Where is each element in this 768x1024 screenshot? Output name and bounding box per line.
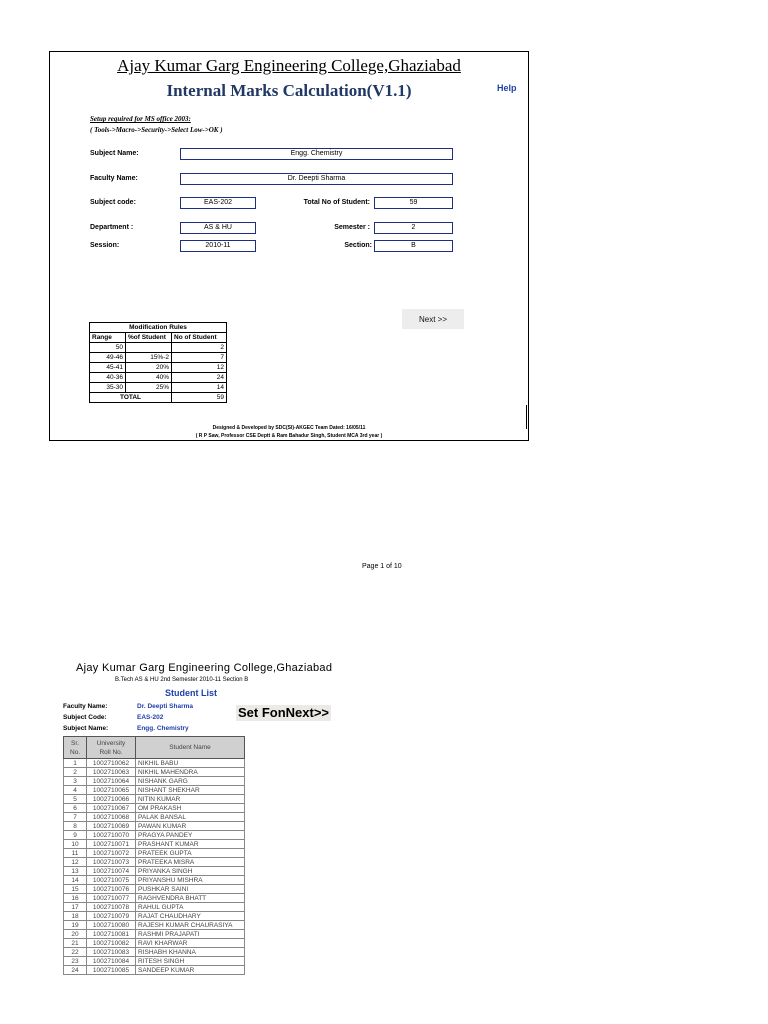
student-sr-no: 8: [64, 822, 87, 831]
student-sr-no: 11: [64, 849, 87, 858]
student-roll-no: 1002710069: [87, 822, 136, 831]
student-sr-no: 17: [64, 903, 87, 912]
student-roll-no: 1002710084: [87, 957, 136, 966]
page-number: Page 1 of 10: [362, 563, 402, 570]
modification-rules-table: [89, 322, 227, 403]
table-row: [64, 813, 245, 822]
student-sr-no: 18: [64, 912, 87, 921]
student-roll-no: 1002710076: [87, 885, 136, 894]
total-label: TOTAL: [90, 393, 172, 403]
student-sr-no: 5: [64, 795, 87, 804]
total-students-field[interactable]: 59: [374, 197, 453, 209]
student-roll-no: 1002710080: [87, 921, 136, 930]
setup-note-heading: Setup required for MS office 2003:: [90, 115, 191, 123]
section-field[interactable]: B: [374, 240, 453, 252]
table-row: [64, 966, 245, 975]
student-roll-no: 1002710064: [87, 777, 136, 786]
student-sr-no: 23: [64, 957, 87, 966]
student-list-subtitle: B.Tech AS & HU 2nd Semester 2010-11 Section B: [115, 677, 249, 683]
table-row: [64, 930, 245, 939]
rule-range: 45-41: [90, 363, 126, 373]
student-name: RAJAT CHAUDHARY: [136, 912, 245, 921]
rule-row: [90, 363, 227, 373]
info-subject-code-value: EAS-202: [137, 714, 164, 721]
student-sr-no: 10: [64, 840, 87, 849]
app-title: Internal Marks Calculation(V1.1): [166, 81, 412, 100]
credits-line: Designed & Developed by SDC(SI)-AKGEC Team Dated: 16/05/11: [212, 425, 366, 431]
marks-calculation-sheet: [49, 51, 529, 441]
table-row: [64, 804, 245, 813]
student-list-table: [63, 736, 245, 975]
student-name: RAVI KHARWAR: [136, 939, 245, 948]
student-roll-no: 1002710062: [87, 759, 136, 768]
subject-code-field[interactable]: EAS-202: [180, 197, 256, 209]
student-sr-no: 3: [64, 777, 87, 786]
student-roll-no: 1002710067: [87, 804, 136, 813]
student-roll-no: 1002710063: [87, 768, 136, 777]
student-name: RITESH SINGH: [136, 957, 245, 966]
info-subject-name-value: Engg. Chemistry: [137, 725, 189, 732]
student-roll-no: 1002710082: [87, 939, 136, 948]
student-list-title: Student List: [165, 688, 217, 698]
rule-count: 2: [172, 343, 227, 353]
table-row: [64, 894, 245, 903]
student-name: RAGHVENDRA BHATT: [136, 894, 245, 903]
rule-percent: 40%: [126, 373, 172, 383]
rule-count: 7: [172, 353, 227, 363]
rule-range: 35-30: [90, 383, 126, 393]
modification-rules-title: Modification Rules: [90, 323, 227, 333]
student-sr-no: 19: [64, 921, 87, 930]
student-roll-no: 1002710083: [87, 948, 136, 957]
header-sr-no: Sr. No.: [64, 737, 87, 759]
subject-name-field[interactable]: Engg. Chemistry: [180, 148, 453, 160]
student-name: RASHMI PRAJAPATI: [136, 930, 245, 939]
department-label: Department :: [90, 224, 134, 231]
student-name: PUSHKAR SAINI: [136, 885, 245, 894]
student-roll-no: 1002710075: [87, 876, 136, 885]
student-sr-no: 6: [64, 804, 87, 813]
table-row: [64, 858, 245, 867]
info-subject-name-label: Subject Name:: [63, 725, 109, 732]
rule-row: [90, 383, 227, 393]
header-range: Range: [90, 333, 126, 343]
student-name: PALAK BANSAL: [136, 813, 245, 822]
student-name: NISHANT SHEKHAR: [136, 786, 245, 795]
student-roll-no: 1002710085: [87, 966, 136, 975]
total-students-label: Total No of Student:: [303, 199, 370, 206]
table-row: [64, 795, 245, 804]
student-sr-no: 15: [64, 885, 87, 894]
set-font-next-button[interactable]: Set FonNext>>: [238, 705, 330, 720]
table-row: [64, 921, 245, 930]
info-faculty-label: Faculty Name:: [63, 703, 108, 710]
table-row: [64, 912, 245, 921]
student-name: NISHANK GARG: [136, 777, 245, 786]
section-label: Section:: [344, 242, 372, 249]
rule-percent: 25%: [126, 383, 172, 393]
student-sr-no: 20: [64, 930, 87, 939]
subject-name-label: Subject Name:: [90, 150, 139, 157]
table-row: [64, 786, 245, 795]
student-name: PRATEEK GUPTA: [136, 849, 245, 858]
header-no-of-student: No of Student: [172, 333, 227, 343]
student-sr-no: 21: [64, 939, 87, 948]
session-label: Session:: [90, 242, 120, 249]
info-faculty-value: Dr. Deepti Sharma: [137, 703, 193, 710]
student-sr-no: 16: [64, 894, 87, 903]
student-name: OM PRAKASH: [136, 804, 245, 813]
header-percent-of-student: %of Student: [126, 333, 172, 343]
semester-label: Semester :: [334, 224, 370, 231]
subject-code-label: Subject code:: [90, 199, 136, 206]
session-field[interactable]: 2010-11: [180, 240, 256, 252]
student-sr-no: 13: [64, 867, 87, 876]
department-field[interactable]: AS & HU: [180, 222, 256, 234]
student-roll-no: 1002710068: [87, 813, 136, 822]
table-row: [64, 840, 245, 849]
student-name: SANDEEP KUMAR: [136, 966, 245, 975]
student-name: PRIYANKA SINGH: [136, 867, 245, 876]
student-name: RISHABH KHANNA: [136, 948, 245, 957]
rule-row: [90, 373, 227, 383]
student-roll-no: 1002710071: [87, 840, 136, 849]
header-student-name: Student Name: [136, 737, 245, 759]
table-row: [64, 759, 245, 768]
student-name: PAWAN KUMAR: [136, 822, 245, 831]
credits-authors: ( R P Saw, Professor CSE Deptt & Ram Bahadur Singh, Student MCA 3rd year ): [195, 433, 383, 439]
table-row: [64, 939, 245, 948]
rule-range: 50: [90, 343, 126, 353]
student-name: PRASHANT KUMAR: [136, 840, 245, 849]
total-value: 59: [172, 393, 227, 403]
table-row: [64, 867, 245, 876]
table-row: [64, 777, 245, 786]
table-row: [64, 957, 245, 966]
rule-percent: 20%: [126, 363, 172, 373]
student-name: RAJESH KUMAR CHAURASIYA: [136, 921, 245, 930]
student-roll-no: 1002710074: [87, 867, 136, 876]
rule-percent: [126, 343, 172, 353]
student-name: PRIYANSHU MISHRA: [136, 876, 245, 885]
rule-range: 40-36: [90, 373, 126, 383]
table-row: [64, 876, 245, 885]
student-sr-no: 9: [64, 831, 87, 840]
table-row: [64, 831, 245, 840]
info-subject-code-label: Subject Code:: [63, 714, 107, 721]
student-sr-no: 2: [64, 768, 87, 777]
rule-row: [90, 353, 227, 363]
student-name: PRATEEKA MISRA: [136, 858, 245, 867]
rule-count: 12: [172, 363, 227, 373]
student-name: RAHUL GUPTA: [136, 903, 245, 912]
student-list-college-title: Ajay Kumar Garg Engineering College,Ghaziabad: [76, 662, 333, 674]
setup-note-steps: ( Tools->Macro->Security->Select Low->OK ): [90, 126, 223, 134]
rule-count: 14: [172, 383, 227, 393]
student-sr-no: 12: [64, 858, 87, 867]
table-row: [64, 822, 245, 831]
rule-row: [90, 343, 227, 353]
header-roll-no: University Roll No.: [87, 737, 136, 759]
rule-count: 24: [172, 373, 227, 383]
student-roll-no: 1002710070: [87, 831, 136, 840]
student-roll-no: 1002710081: [87, 930, 136, 939]
student-name: NITIN KUMAR: [136, 795, 245, 804]
student-roll-no: 1002710078: [87, 903, 136, 912]
student-roll-no: 1002710072: [87, 849, 136, 858]
college-title: Ajay Kumar Garg Engineering College,Ghaziabad: [117, 56, 461, 75]
student-sr-no: 1: [64, 759, 87, 768]
student-name: NIKHIL MAHENDRA: [136, 768, 245, 777]
student-sr-no: 4: [64, 786, 87, 795]
student-name: PRAGYA PANDEY: [136, 831, 245, 840]
student-roll-no: 1002710065: [87, 786, 136, 795]
student-roll-no: 1002710066: [87, 795, 136, 804]
faculty-name-label: Faculty Name:: [90, 175, 138, 182]
rule-percent: 15%-2: [126, 353, 172, 363]
faculty-name-field[interactable]: Dr. Deepti Sharma: [180, 173, 453, 185]
table-row: [64, 768, 245, 777]
table-row: [64, 903, 245, 912]
student-sr-no: 7: [64, 813, 87, 822]
table-row: [64, 849, 245, 858]
help-link[interactable]: Help: [497, 83, 517, 93]
next-button[interactable]: Next >>: [402, 309, 464, 329]
student-roll-no: 1002710073: [87, 858, 136, 867]
table-row: [64, 948, 245, 957]
student-roll-no: 1002710079: [87, 912, 136, 921]
student-sr-no: 22: [64, 948, 87, 957]
student-name: NIKHIL BABU: [136, 759, 245, 768]
student-sr-no: 24: [64, 966, 87, 975]
student-sr-no: 14: [64, 876, 87, 885]
table-row: [64, 885, 245, 894]
rule-range: 49-46: [90, 353, 126, 363]
student-roll-no: 1002710077: [87, 894, 136, 903]
semester-field[interactable]: 2: [374, 222, 453, 234]
